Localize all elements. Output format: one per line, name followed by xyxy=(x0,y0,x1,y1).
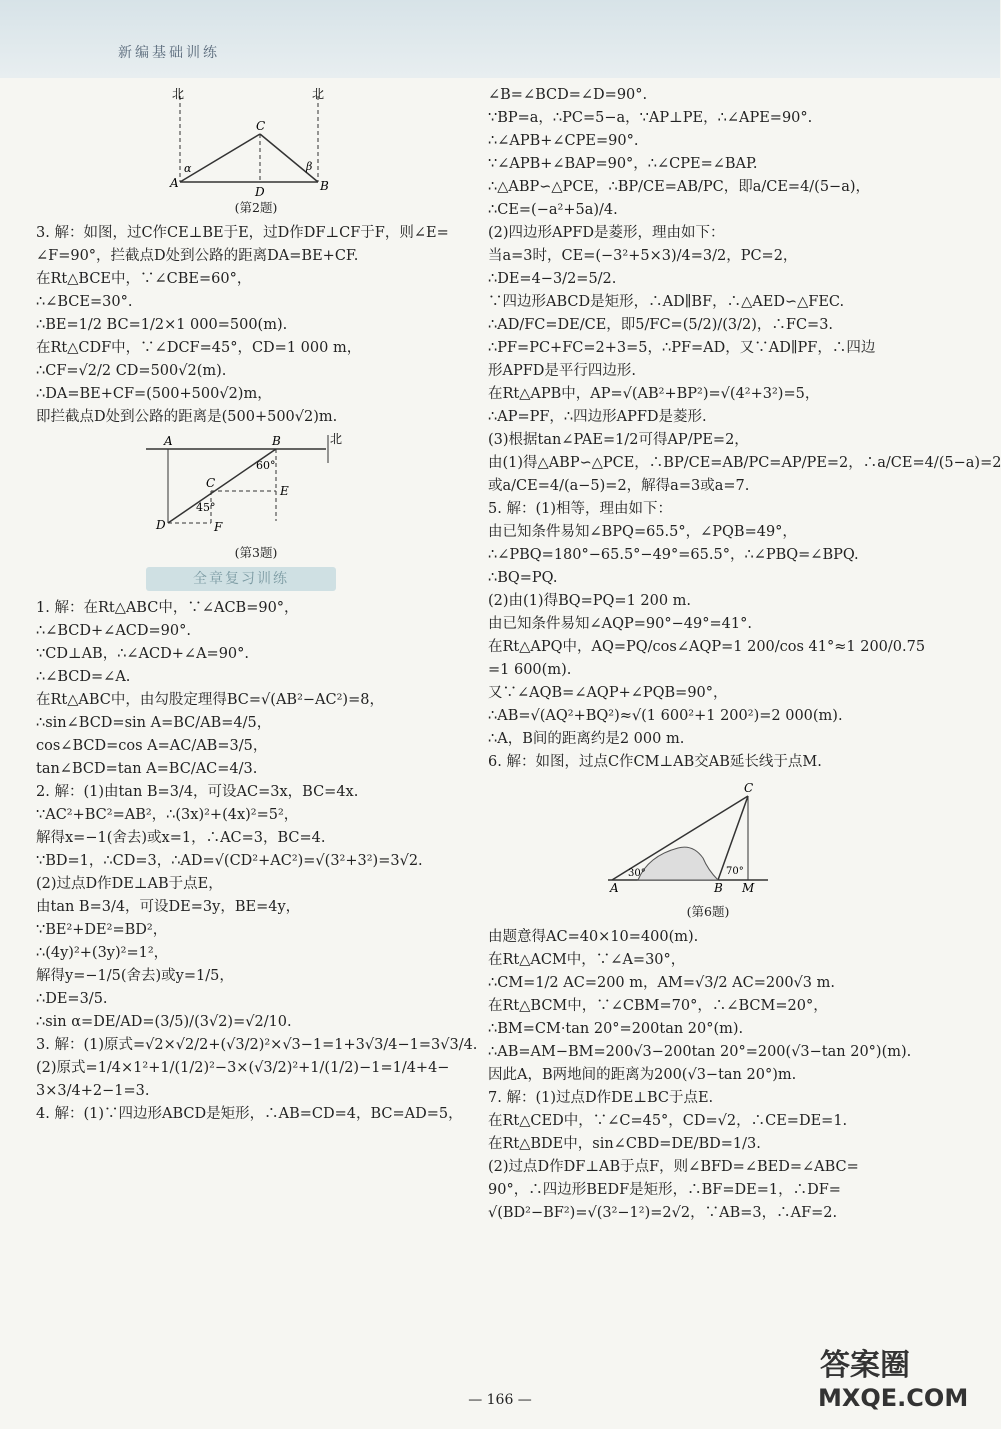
solution-block-4 xyxy=(488,926,928,1225)
text-line: 由已知条件易知∠AQP=90°−49°=41°. xyxy=(488,616,752,632)
text-line: ∵AC²+BC²=AB²，∴(3x)²+(4x)²=5²， xyxy=(36,807,299,823)
text-line: 在Rt△CED中，∵∠C=45°，CD=√2，∴CE=DE=1. xyxy=(488,1113,848,1129)
text-line: 90°，∴四边形BEDF是矩形，∴BF=DE=1，∴DF= xyxy=(488,1182,841,1198)
figure-2-diagram xyxy=(36,88,476,206)
text-line: 由已知条件易知∠BPQ=65.5°，∠PQB=49°， xyxy=(488,524,797,540)
text-line: 5. 解：(1)相等，理由如下： xyxy=(488,501,672,517)
text-line: ∴BM=CM·tan 20°=200tan 20°(m). xyxy=(488,1021,744,1037)
figure-2 xyxy=(36,88,476,216)
text-line: ∴sin α=DE/AD=(3/5)/(3√2)=√2/10. xyxy=(36,1014,292,1030)
text-line: 由(1)得△ABP∽△PCE，∴BP/CE=AB/PC=AP/PE=2，∴a/CE=4/(5−a)=2 xyxy=(488,455,1001,471)
text-line: ∴DA=BE+CF=(500+500√2)m， xyxy=(36,386,272,402)
section-banner: 全章复习训练 xyxy=(146,567,336,591)
svg-text:60°: 60° xyxy=(256,459,276,472)
text-line: 6. 解：如图，过点C作CM⊥AB交AB延长线于点M. xyxy=(488,754,822,770)
text-line: 又∵∠AQB=∠AQP+∠PQB=90°， xyxy=(488,685,728,701)
text-line: √(BD²−BF²)=√(3²−1²)=2√2，∵AB=3，∴AF=2. xyxy=(488,1205,838,1221)
text-line: ∴∠PBQ=180°−65.5°−49°=65.5°，∴∠PBQ=∠BPQ. xyxy=(488,547,859,563)
figure-3-caption: (第3题) xyxy=(234,545,278,560)
text-line: 即拦截点D处到公路的距离是(500+500√2)m. xyxy=(36,409,338,425)
text-line: 在Rt△APQ中，AQ=PQ/cos∠AQP=1 200/cos 41°≈1 200/0.75 xyxy=(488,639,926,655)
fig2-north-left: 北 xyxy=(172,87,185,101)
svg-text:B: B xyxy=(272,434,281,448)
text-line: 由题意得AC=40×10=400(m). xyxy=(488,929,699,945)
text-line: ∵BP=a，∴PC=5−a，∵AP⊥PE，∴∠APE=90°. xyxy=(488,110,813,126)
text-line: 在Rt△BCM中，∵∠CBM=70°，∴∠BCM=20°， xyxy=(488,998,828,1014)
text-line: ∵BD=1，∴CD=3，∴AD=√(CD²+AC²)=√(3²+3²)=3√2. xyxy=(36,853,423,869)
page-header xyxy=(0,0,1000,78)
text-line: ∴∠APB+∠CPE=90°. xyxy=(488,133,639,149)
text-line: (3)根据tan∠PAE=1/2可得AP/PE=2， xyxy=(488,432,749,448)
text-line: 3. 解：如图，过C作CE⊥BE于E，过D作DF⊥CF于F，则∠E= xyxy=(36,225,449,241)
text-line: ∴A，B间的距离约是2 000 m. xyxy=(488,731,685,747)
figure-6-diagram xyxy=(488,778,928,896)
watermark-url: MXQE.COM xyxy=(818,1384,969,1412)
text-line: ∴DE=3/5. xyxy=(36,991,108,1007)
text-line: ∴∠BCD=∠A. xyxy=(36,669,131,685)
text-line: ∴(4y)²+(3y)²=1²， xyxy=(36,945,169,961)
text-line: 在Rt△BDE中，sin∠CBD=DE/BD=1/3. xyxy=(488,1136,761,1152)
text-line: ∴BQ=PQ. xyxy=(488,570,558,586)
text-line: ∴CM=1/2 AC=200 m，AM=√3/2 AC=200√3 m. xyxy=(488,975,835,991)
text-line: 或a/CE=4/(a−5)=2，解得a=3或a=7. xyxy=(488,478,750,494)
text-line: ∵∠APB+∠BAP=90°，∴∠CPE=∠BAP. xyxy=(488,156,758,172)
text-line: 在Rt△ACM中，∵∠A=30°， xyxy=(488,952,686,968)
svg-text:B: B xyxy=(320,179,329,193)
text-line: 解得x=−1(舍去)或x=1，∴AC=3，BC=4. xyxy=(36,830,326,846)
text-line: ∵四边形ABCD是矩形，∴AD∥BF，∴△AED∽△FEC. xyxy=(488,294,845,310)
text-line: ∴BE=1/2 BC=1/2×1 000=500(m). xyxy=(36,317,288,333)
svg-text:30°: 30° xyxy=(628,868,646,879)
text-line: ∴AD/FC=DE/CE，即5/FC=(5/2)/(3/2)，∴FC=3. xyxy=(488,317,834,333)
text-line: 在Rt△ABC中，由勾股定理得BC=√(AB²−AC²)=8， xyxy=(36,692,384,708)
svg-text:C: C xyxy=(744,781,754,795)
figure-6-caption: (第6题) xyxy=(686,904,730,919)
solution-block-1 xyxy=(36,222,476,429)
text-line: ∴sin∠BCD=sin A=BC/AB=4/5， xyxy=(36,715,272,731)
svg-text:F: F xyxy=(214,520,223,534)
text-line: ∴CE=(−a²+5a)/4. xyxy=(488,202,618,218)
text-line: cos∠BCD=cos A=AC/AB=3/5， xyxy=(36,738,268,754)
text-line: ∠B=∠BCD=∠D=90°. xyxy=(488,87,648,103)
text-line: 在Rt△CDF中，∵∠DCF=45°，CD=1 000 m， xyxy=(36,340,362,356)
svg-text:α: α xyxy=(184,162,192,175)
text-line: 2. 解：(1)由tan B=3/4，可设AC=3x，BC=4x. xyxy=(36,784,359,800)
text-line: ∴∠BCD+∠ACD=90°. xyxy=(36,623,191,639)
svg-text:β: β xyxy=(306,160,313,173)
figure-3-diagram xyxy=(36,433,476,543)
text-line: =1 600(m). xyxy=(488,662,572,678)
svg-text:45°: 45° xyxy=(196,501,216,514)
figure-3 xyxy=(36,433,476,561)
text-line: 在Rt△APB中，AP=√(AB²+BP²)=√(4²+3²)=5， xyxy=(488,386,820,402)
text-line: ∴AB=AM−BM=200√3−200tan 20°=200(√3−tan 20°)(m). xyxy=(488,1044,912,1060)
figure-2-caption: (第2题) xyxy=(234,200,278,215)
svg-text:A: A xyxy=(170,176,179,190)
svg-text:D: D xyxy=(156,518,166,532)
text-line: 4. 解：(1)∵四边形ABCD是矩形，∴AB=CD=4，BC=AD=5， xyxy=(36,1106,463,1122)
text-line: 因此A，B两地间的距离为200(√3−tan 20°)m. xyxy=(488,1067,797,1083)
text-line: ∴DE=4−3/2=5/2. xyxy=(488,271,617,287)
text-line: (2)过点D作DE⊥AB于点E， xyxy=(36,876,223,892)
text-line: 3×3/4+2−1=3. xyxy=(36,1083,150,1099)
text-line: 当a=3时，CE=(−3²+5×3)/4=3/2，PC=2， xyxy=(488,248,798,264)
text-line: ∴∠BCE=30°. xyxy=(36,294,133,310)
solution-block-2 xyxy=(36,597,476,1126)
text-line: 由tan B=3/4，可设DE=3y，BE=4y， xyxy=(36,899,301,915)
svg-text:C: C xyxy=(256,119,266,133)
text-line: 7. 解：(1)过点D作DE⊥BC于点E. xyxy=(488,1090,714,1106)
svg-text:D: D xyxy=(255,185,265,199)
svg-text:M: M xyxy=(742,881,755,895)
text-line: ∴CF=√2/2 CD=500√2(m). xyxy=(36,363,227,379)
solution-block-3 xyxy=(488,84,1001,774)
text-line: 形APFD是平行四边形. xyxy=(488,363,637,379)
text-line: ∠F=90°，拦截点D处到公路的距离DA=BE+CF. xyxy=(36,248,359,264)
text-line: 3. 解：(1)原式=√2×√2/2+(√3/2)²×√3−1=1+3√3/4−1=3√3/4. xyxy=(36,1037,478,1053)
page-number: — 166 — xyxy=(468,1392,532,1408)
text-line: 解得y=−1/5(舍去)或y=1/5， xyxy=(36,968,234,984)
text-line: (2)原式=1/4×1²+1/(1/2)²−3×(√3/2)²+1/(1/2)−1=1/4+4− xyxy=(36,1060,450,1076)
svg-text:A: A xyxy=(164,434,173,448)
text-line: 在Rt△BCE中，∵∠CBE=60°， xyxy=(36,271,252,287)
text-line: ∵BE²+DE²=BD²， xyxy=(36,922,168,938)
text-line: ∴△ABP∽△PCE，∴BP/CE=AB/PC，即a/CE=4/(5−a)， xyxy=(488,179,871,195)
left-column xyxy=(36,84,476,1126)
text-line: (2)四边形APFD是菱形，理由如下： xyxy=(488,225,725,241)
svg-text:A: A xyxy=(610,881,619,895)
svg-text:70°: 70° xyxy=(726,866,744,877)
text-line: (2)过点D作DF⊥AB于点F，则∠BFD=∠BED=∠ABC= xyxy=(488,1159,859,1175)
text-line: 1. 解：在Rt△ABC中，∵∠ACB=90°， xyxy=(36,600,299,616)
text-line: ∴AP=PF，∴四边形APFD是菱形. xyxy=(488,409,707,425)
text-line: (2)由(1)得BQ=PQ=1 200 m. xyxy=(488,593,692,609)
figure-6 xyxy=(488,778,928,920)
text-line: tan∠BCD=tan A=BC/AC=4/3. xyxy=(36,761,258,777)
svg-text:北: 北 xyxy=(330,432,343,446)
text-line: ∴AB=√(AQ²+BQ²)≈√(1 600²+1 200²)=2 000(m). xyxy=(488,708,843,724)
svg-text:B: B xyxy=(714,881,723,895)
right-column xyxy=(488,84,1001,1225)
watermark-logo: 答案圈 xyxy=(820,1348,910,1383)
fig2-north-right: 北 xyxy=(312,87,325,101)
text-line: ∴PF=PC+FC=2+3=5，∴PF=AD，又∵AD∥PF，∴四边 xyxy=(488,340,876,356)
svg-text:E: E xyxy=(280,484,289,498)
text-line: ∵CD⊥AB，∴∠ACD+∠A=90°. xyxy=(36,646,250,662)
header-title: 新编基础训练 xyxy=(118,45,220,61)
svg-text:C: C xyxy=(206,476,216,490)
